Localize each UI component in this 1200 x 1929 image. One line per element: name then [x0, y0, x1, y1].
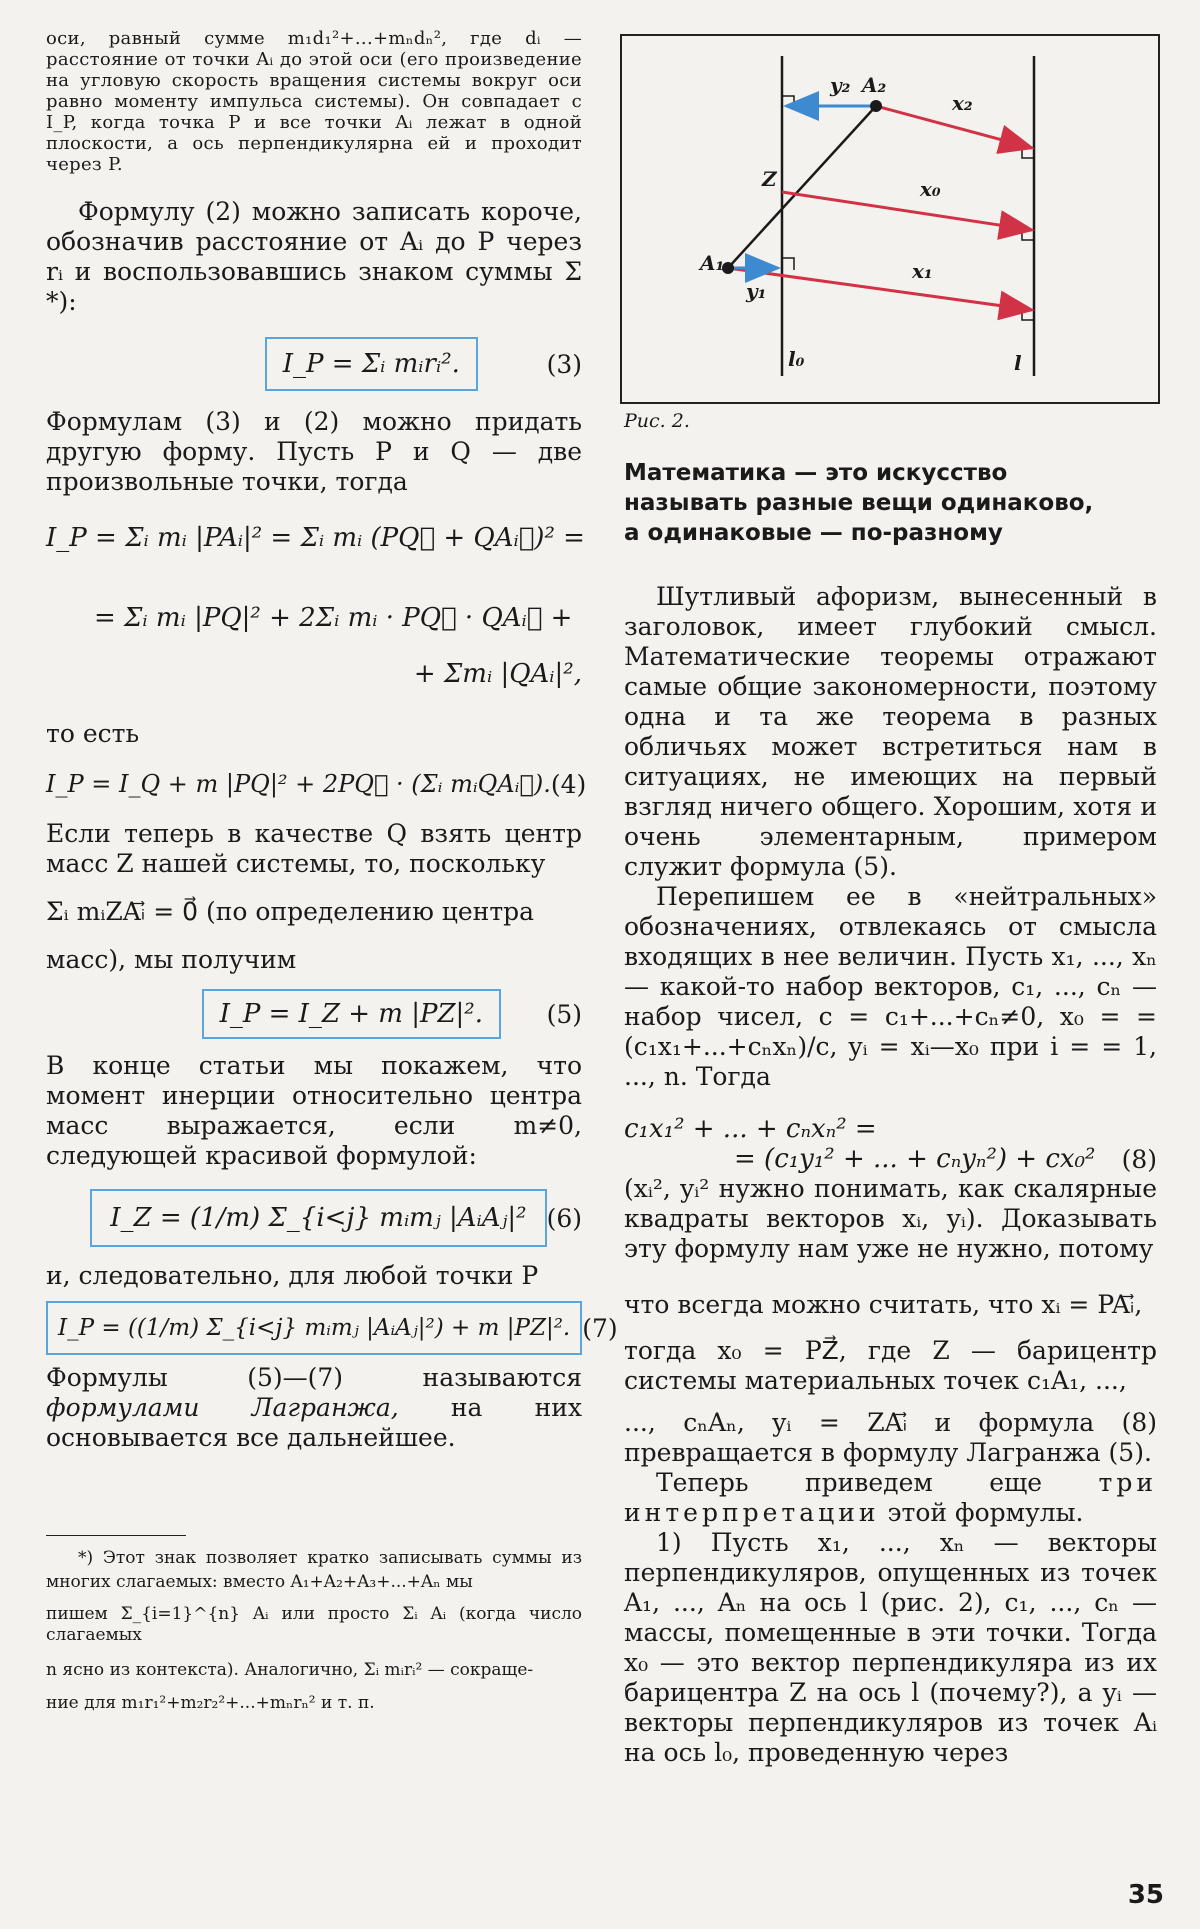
- page-number: 35: [1127, 1880, 1164, 1910]
- heading-line2: называть разные вещи одинаково,: [624, 490, 1094, 516]
- interpretations-spaced: три интерпретации: [624, 1468, 1157, 1527]
- lagrange-term: формулами Лагранжа,: [46, 1393, 399, 1422]
- formula-5-row: [46, 989, 582, 1039]
- footnote-rule: [46, 1535, 186, 1536]
- lagrange-text-start: Формулы (5)—(7) называются: [46, 1363, 582, 1392]
- paragraph-end-of-article: В конце статьи мы покажем, что момент инерции относительно центра масс выражается, если m≠0, следующей красивой формулой:: [46, 1051, 582, 1170]
- label-x1: x₁: [912, 259, 933, 283]
- formula-8-line2: = (c₁y₁² + ... + cₙyₙ²) + cx₀²: [734, 1144, 1096, 1174]
- paragraph-any-point: и, следовательно, для любой точки P: [46, 1261, 539, 1290]
- formula-expansion-line3: + Σmᵢ |QAᵢ|²,: [413, 659, 582, 689]
- formula-5-number: (5): [546, 999, 582, 1029]
- right-column: [624, 410, 1157, 1768]
- formula-6-row: [46, 1189, 582, 1247]
- paragraph-lagrange-transform: ..., cₙAₙ, yᵢ = ZAᵢ⃗ и формула (8) превращается в формулу Лагранжа (5).: [624, 1408, 1157, 1467]
- formula-5: I_P = I_Z + m |PZ|².: [202, 989, 501, 1039]
- left-column: [46, 28, 618, 1714]
- formula-3-row: [46, 337, 582, 391]
- paragraph-xi-equals-pai: что всегда можно считать, что xᵢ = PAᵢ⃗,: [624, 1290, 1143, 1319]
- paragraph-barycenter: тогда x₀ = PZ⃗, где Z — барицентр системы материальных точек c₁A₁, ...,: [624, 1336, 1157, 1395]
- paragraph-neutral-notation: Перепишем ее в «нейтральных» обозначениях, отвлекаясь от смысла входящих в нее величин. Пусть x₁, ..., xₙ — какой-то набор векторов, c₁, ..., cₙ — набор чисел, c = c₁+...+cₙ≠0, x₀ = = (c₁x₁+...+cₙxₙ)/c, yᵢ = xᵢ—x₀ при i = = 1, ..., n. Тогда: [624, 882, 1157, 1091]
- paragraph-that-is: то есть: [46, 719, 140, 748]
- figure-2: [620, 34, 1160, 404]
- footnote-line2: пишем Σ_{i=1}^{n} Aᵢ или просто Σᵢ Aᵢ (когда число слагаемых: [46, 1604, 582, 1645]
- label-x2: x₂: [952, 91, 973, 115]
- label-y1: y₁: [746, 279, 767, 303]
- footnote-line4: ние для m₁r₁²+m₂r₂²+...+mₙrₙ² и т. п.: [46, 1693, 375, 1713]
- paragraph-aphorism: Шутливый афоризм, вынесенный в заголовок, имеет глубокий смысл. Математические теоремы отражают самые общие закономерности, поэтому одна и та же теорема в разных обличьях может встретиться нам в ситуациях, не имеющих на первый взгляд ничего общего. Хорошим, хотя и очень элементарным, примером служит формула (5).: [624, 582, 1157, 881]
- heading-line1: Математика — это искусство: [624, 460, 1008, 486]
- formula-expansion-line1: I_P = Σᵢ mᵢ |PAᵢ|² = Σᵢ mᵢ (PQ⃗ + QAᵢ⃗)² =: [46, 523, 585, 553]
- formula-8-number: (8): [1121, 1144, 1157, 1174]
- heading-line3: а одинаковые — по-разному: [624, 520, 1003, 546]
- formula-6-number: (6): [546, 1203, 582, 1233]
- paragraph-three-interpretations: [624, 1468, 1157, 1528]
- formula-8-row: [624, 1144, 1157, 1174]
- formula-4-number: (4): [550, 769, 587, 799]
- footnote-line1: *) Этот знак позволяет кратко записывать суммы из многих слагаемых: вместо A₁+A₂+A₃+...+Aₙ мы: [46, 1548, 582, 1592]
- label-a1: A₁: [700, 251, 725, 275]
- formula-3-number: (3): [546, 349, 582, 379]
- vector-x1: [728, 268, 1032, 310]
- label-a2: A₂: [862, 73, 887, 97]
- section-heading: [624, 458, 1157, 548]
- figure-2-drawing: [622, 36, 1158, 402]
- formula-8-line1: c₁x₁² + ... + cₙxₙ² =: [624, 1114, 877, 1144]
- paragraph-interpretation-1: 1) Пусть x₁, ..., xₙ — векторы перпендикуляров, опущенных из точек A₁, ..., Aₙ на ось l (рис. 2), c₁, ..., cₙ — массы, помещенные в эти точки. Тогда x₀ — это вектор перпендикуляра из их барицентра Z на ось l (почему?), а yᵢ — векторы перпендикуляров из точек Aᵢ на ось l₀, проведенную через: [624, 1528, 1157, 1767]
- interpretations-start: Теперь приведем еще: [656, 1468, 1099, 1497]
- paragraph-we-get: масс), мы получим: [46, 945, 297, 974]
- interpretations-end: этой формулы.: [879, 1498, 1084, 1527]
- label-z: Z: [762, 167, 777, 191]
- figure-caption: Рис. 2.: [624, 410, 690, 432]
- formula-6: I_Z = (1/m) Σ_{i<j} mᵢmⱼ |AᵢAⱼ|²: [90, 1189, 546, 1247]
- label-x0: x₀: [920, 177, 941, 201]
- vector-x0: [782, 192, 1032, 230]
- paragraph-sum-notation: Формулу (2) можно записать короче, обозначив расстояние от Aᵢ до P через rᵢ и воспользовавшись знаком суммы Σ *):: [46, 197, 582, 316]
- formula-7: I_P = ((1/m) Σ_{i<j} mᵢmⱼ |AᵢAⱼ|²) + m |PZ|².: [46, 1301, 582, 1355]
- paragraph-sum-zero: Σᵢ mᵢZAᵢ⃗ = 0⃗ (по определению центра: [46, 897, 535, 926]
- paragraph-lagrange-formulas: [46, 1363, 582, 1453]
- intro-paragraph: оси, равный сумме m₁d₁²+...+mₙdₙ², где dᵢ — расстояние от точки Aᵢ до этой оси (его произведение на угловую скорость вращения системы вокруг оси равно моменту импульса системы). Он совпадает с I_P, когда точка P и все точки Aᵢ лежат в одной плоскости, а ось перпендикулярна ей и проходит через P.: [46, 28, 582, 175]
- formula-4: I_P = I_Q + m |PQ|² + 2PQ⃗ · (Σᵢ mᵢQAᵢ⃗).: [46, 770, 551, 798]
- formula-7-number: (7): [582, 1313, 618, 1343]
- label-y2: y₂: [830, 73, 851, 97]
- label-l0: l₀: [788, 347, 805, 371]
- formula-7-row: [46, 1301, 618, 1355]
- formula-3: I_P = Σᵢ mᵢrᵢ².: [265, 337, 478, 391]
- footnote-line3: n ясно из контекста). Аналогично, Σᵢ mᵢrᵢ² — сокраще-: [46, 1660, 534, 1680]
- label-l: l: [1014, 351, 1022, 375]
- point-a2: [870, 100, 882, 112]
- formula-4-row: [46, 769, 587, 799]
- segment-a1-a2: [728, 106, 876, 268]
- paragraph-scalar-squares: (xᵢ², yᵢ² нужно понимать, как скалярные квадраты векторов xᵢ, yᵢ). Доказывать эту формулу нам уже не нужно, потому: [624, 1174, 1157, 1263]
- paragraph-other-form: Формулам (3) и (2) можно придать другую форму. Пусть P и Q — две произвольные точки, тогда: [46, 407, 582, 496]
- right-angle-mark-y1: [782, 258, 794, 270]
- lagrange-text-end: на них основывается все дальнейшее.: [46, 1393, 582, 1452]
- paragraph-center-of-mass: Если теперь в качестве Q взять центр масс Z нашей системы, то, поскольку: [46, 819, 582, 878]
- formula-expansion-line2: = Σᵢ mᵢ |PQ|² + 2Σᵢ mᵢ · PQ⃗ · QAᵢ⃗ +: [94, 603, 573, 633]
